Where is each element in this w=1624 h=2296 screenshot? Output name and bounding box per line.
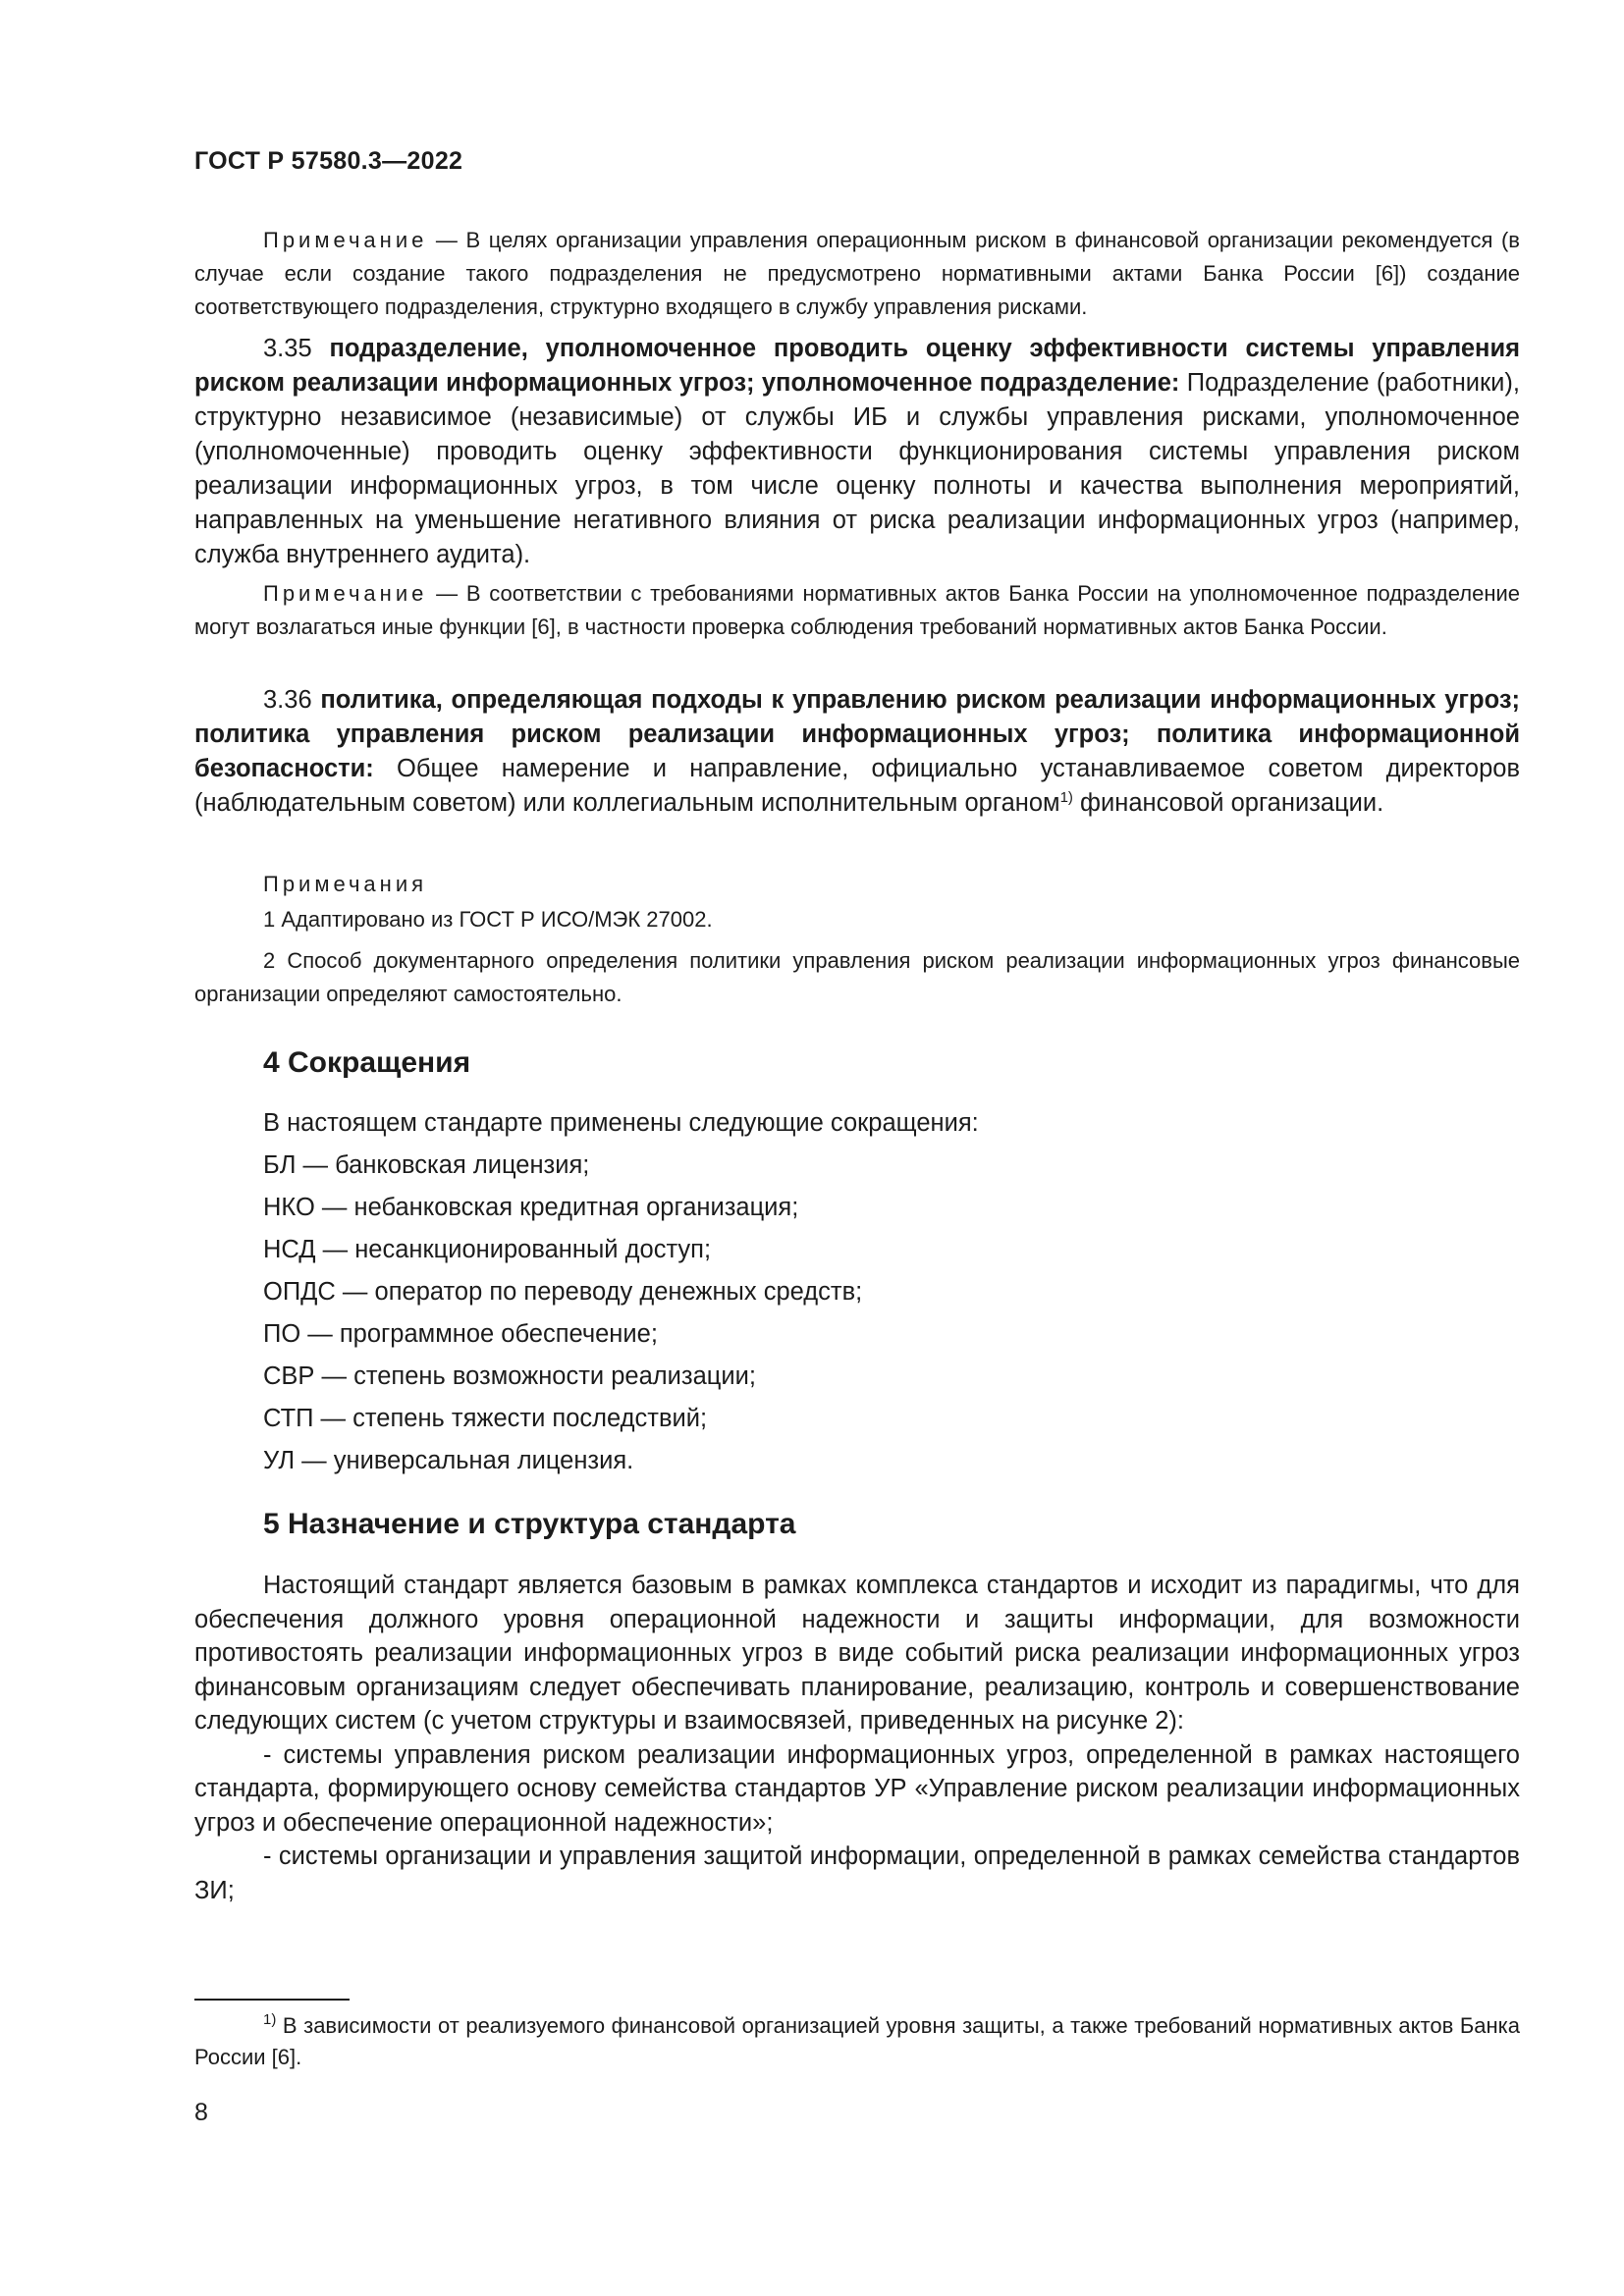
section-paragraph: Настоящий стандарт является базовым в рамках комплекса стандартов и исходит из парадигмы, что для обеспечения должного уровня операционной надежности и защиты информации, для возможности противостоять реализации информационных угроз в виде событий риска реализации информационных угроз финансовым организациям следует обеспечивать планирование, реализацию, контроль и совершенствование следующих систем (с учетом структуры и взаимосвязей, приведенных на рисунке 2):	[194, 1572, 1520, 1735]
section-title: 4 Сокращения	[263, 1046, 471, 1079]
list-item: - системы организации и управления защитой информации, определенной в рамках семейства стандартов ЗИ;	[194, 1842, 1520, 1904]
definition-text-end: финансовой организации.	[1072, 789, 1384, 817]
abbreviation-item: ОПДС — оператор по переводу денежных средств;	[263, 1278, 863, 1306]
section-body	[194, 1569, 1520, 1907]
definition-term: политика, определяющая подходы к управлению риском реализации информационных угроз; политика управления риском реализации информационных угроз; политика информационной безопасности:	[194, 686, 1521, 782]
note-text: — В целях организации управления операционным риском в финансовой организации рекомендуется (в случае если создание такого подразделения не предусмотрено нормативными актами Банка России [6]) создание соответствующего подразделения, структурно входящего в службу управления рисками.	[194, 228, 1520, 319]
note-paragraph	[194, 224, 1520, 324]
abbreviation-item: ПО — программное обеспечение;	[263, 1320, 658, 1348]
list-item: - системы управления риском реализации информационных угроз, определенной в рамках настоящего стандарта, формирующего основу семейства стандартов УР «Управление риском реализации информационных угроз и обеспечение операционной надежности»;	[194, 1740, 1520, 1837]
footnote-mark: 1)	[263, 2011, 277, 2028]
section-intro: В настоящем стандарте применены следующие сокращения:	[263, 1109, 979, 1137]
footnote-divider	[194, 1999, 350, 2001]
note-block	[194, 224, 1520, 324]
note-text: — В соответствии с требованиями нормативных актов Банка России на уполномоченное подразделение могут возлагаться иные функции [6], в частности проверка соблюдения требований нормативных актов Банка России.	[194, 581, 1520, 639]
note-item: 1 Адаптировано из ГОСТ Р ИСО/МЭК 27002.	[263, 907, 713, 932]
footnote-reference: 1)	[1059, 789, 1073, 806]
definition-text: Общее намерение и направление, официально устанавливаемое советом директоров (наблюдательным советом) или коллегиальным исполнительным органом	[194, 755, 1520, 817]
note-label: Примечание	[263, 581, 428, 606]
definition-3-35	[194, 332, 1520, 572]
abbreviation-item: БЛ — банковская лицензия;	[263, 1151, 590, 1179]
notes-label: Примечания	[263, 872, 428, 896]
definition-number: 3.35	[263, 335, 330, 362]
page-number: 8	[194, 2099, 208, 2126]
document-code: ГОСТ Р 57580.3—2022	[194, 147, 463, 175]
footnote-text: В зависимости от реализуемого финансовой организацией уровня защиты, а также требований нормативных актов Банка России [6].	[194, 2013, 1520, 2069]
note-block	[194, 577, 1520, 644]
abbreviation-item: НСД — несанкционированный доступ;	[263, 1236, 712, 1263]
note-item: 2 Способ документарного определения политики управления риском реализации информационных угроз финансовые организации определяют самостоятельно.	[194, 948, 1520, 1006]
definition-text: Подразделение (работники), структурно независимое (независимые) от службы ИБ и службы управления рисками, уполномоченное (уполномоченные) проводить оценку эффективности функционирования системы управления риском реализации информационных угроз, в том числе оценку полноты и качества выполнения мероприятий, направленных на уменьшение негативного влияния от риска реализации информационных угроз (например, служба внутреннего аудита).	[194, 369, 1521, 568]
note-paragraph	[194, 577, 1520, 644]
note-label: Примечание	[263, 228, 428, 252]
note-item-block	[194, 944, 1520, 1011]
abbreviation-item: НКО — небанковская кредитная организация;	[263, 1194, 799, 1221]
definition-paragraph	[194, 683, 1520, 821]
definition-term: подразделение, уполномоченное проводить оценку эффективности системы управления риском реализации информационных угроз; уполномоченное подразделение:	[194, 335, 1520, 397]
definition-paragraph	[194, 332, 1520, 572]
section-title: 5 Назначение и структура стандарта	[263, 1508, 796, 1540]
footnote	[194, 2010, 1520, 2073]
definition-3-36	[194, 683, 1520, 821]
definition-number: 3.36	[263, 686, 321, 714]
abbreviation-item: СВР — степень возможности реализации;	[263, 1362, 756, 1390]
abbreviation-item: УЛ — универсальная лицензия.	[263, 1447, 634, 1474]
abbreviation-item: СТП — степень тяжести последствий;	[263, 1405, 708, 1432]
